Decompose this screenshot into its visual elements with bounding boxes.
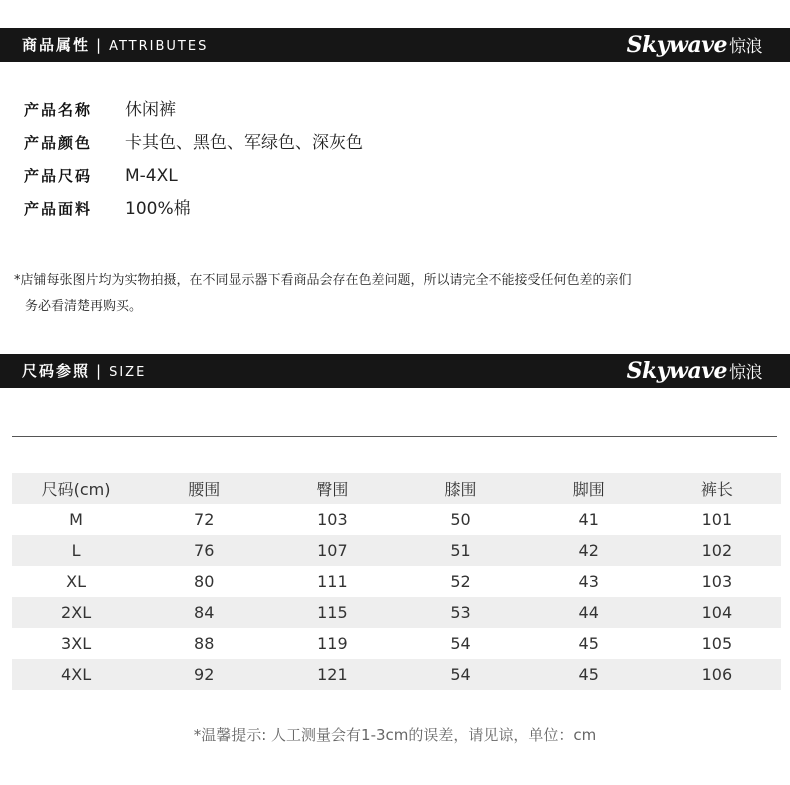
attribute-row (24, 129, 363, 162)
size-cell: 2XL (12, 597, 140, 628)
brand-name-cn: 惊浪 (729, 363, 762, 383)
knee-cell: 50 (450, 510, 471, 529)
hip-cell: 107 (268, 535, 396, 566)
attribute-row (24, 195, 363, 228)
size-cell: M (69, 510, 83, 529)
title-separator: | (96, 36, 104, 54)
column-header: 腰围 (140, 473, 268, 504)
table-row (12, 659, 781, 690)
attribute-value: M-4XL (125, 166, 178, 186)
size-cell: L (12, 535, 140, 566)
attribute-row (24, 96, 363, 129)
attributes-title-en: ATTRIBUTES (109, 39, 209, 54)
waist-cell: 84 (140, 597, 268, 628)
hip-cell: 103 (317, 510, 348, 529)
brand-name-cn: 惊浪 (729, 37, 762, 57)
hip-cell: 115 (268, 597, 396, 628)
attribute-key: 产品尺码 (24, 167, 93, 185)
brand-name: Skywave (626, 358, 727, 384)
column-header: 尺码(cm) (12, 473, 140, 504)
knee-cell: 52 (450, 572, 471, 591)
attribute-row (24, 162, 363, 195)
leg-opening-cell: 43 (578, 572, 599, 591)
color-difference-notice (14, 268, 754, 320)
length-cell: 101 (701, 510, 733, 529)
attributes-section-title (22, 28, 208, 62)
attribute-key: 产品面料 (24, 200, 93, 218)
attributes-title-cn: 商品属性 (22, 36, 91, 54)
table-header-row (12, 473, 781, 504)
brand-name: Skywave (626, 32, 727, 58)
knee-cell: 51 (396, 535, 524, 566)
waist-cell: 72 (194, 510, 215, 529)
brand-logo (627, 28, 762, 62)
size-header-band (0, 354, 790, 388)
length-cell: 102 (653, 535, 781, 566)
measurement-footnote: *温馨提示: 人工测量会有1-3cm的误差，请见谅，单位：cm (193, 726, 597, 744)
waist-cell: 88 (194, 634, 215, 653)
table-row (12, 628, 781, 659)
leg-opening-cell: 44 (525, 597, 653, 628)
attributes-header-band (0, 28, 790, 62)
notice-line-2: 务必看清楚再购买。 (25, 299, 143, 314)
column-header: 臀围 (268, 473, 396, 504)
divider-line (12, 436, 777, 437)
leg-opening-cell: 45 (525, 659, 653, 690)
attribute-key: 产品名称 (24, 101, 93, 119)
waist-cell: 76 (140, 535, 268, 566)
knee-cell: 53 (396, 597, 524, 628)
size-title-en: SIZE (109, 365, 147, 380)
attribute-value: 100%棉 (125, 199, 191, 219)
length-cell: 106 (653, 659, 781, 690)
leg-opening-cell: 41 (578, 510, 599, 529)
column-header: 膝围 (396, 473, 524, 504)
table-row (12, 535, 781, 566)
length-cell: 103 (701, 572, 733, 591)
length-cell: 105 (701, 634, 733, 653)
column-header: 脚围 (525, 473, 653, 504)
knee-cell: 54 (396, 659, 524, 690)
size-table (12, 473, 781, 690)
size-title-cn: 尺码参照 (22, 362, 91, 380)
column-header: 裤长 (653, 473, 781, 504)
size-cell: 3XL (61, 634, 92, 653)
table-row (12, 566, 781, 597)
table-row (12, 504, 781, 535)
size-cell: 4XL (12, 659, 140, 690)
leg-opening-cell: 45 (578, 634, 599, 653)
waist-cell: 80 (194, 572, 215, 591)
brand-logo (627, 354, 762, 388)
size-cell: XL (66, 572, 87, 591)
title-separator: | (96, 362, 104, 380)
attributes-list (24, 96, 363, 228)
waist-cell: 92 (140, 659, 268, 690)
table-row (12, 597, 781, 628)
knee-cell: 54 (450, 634, 471, 653)
leg-opening-cell: 42 (525, 535, 653, 566)
attribute-value: 休闲裤 (125, 100, 176, 120)
hip-cell: 111 (317, 572, 348, 591)
hip-cell: 119 (317, 634, 348, 653)
notice-line-1: *店铺每张图片均为实物拍摄，在不同显示器下看商品会存在色差问题，所以请完全不能接受任何色差的亲们 (14, 273, 632, 288)
attribute-key: 产品颜色 (24, 134, 93, 152)
attribute-value: 卡其色、黑色、军绿色、深灰色 (125, 133, 363, 153)
length-cell: 104 (653, 597, 781, 628)
size-section-title (22, 354, 146, 388)
hip-cell: 121 (268, 659, 396, 690)
